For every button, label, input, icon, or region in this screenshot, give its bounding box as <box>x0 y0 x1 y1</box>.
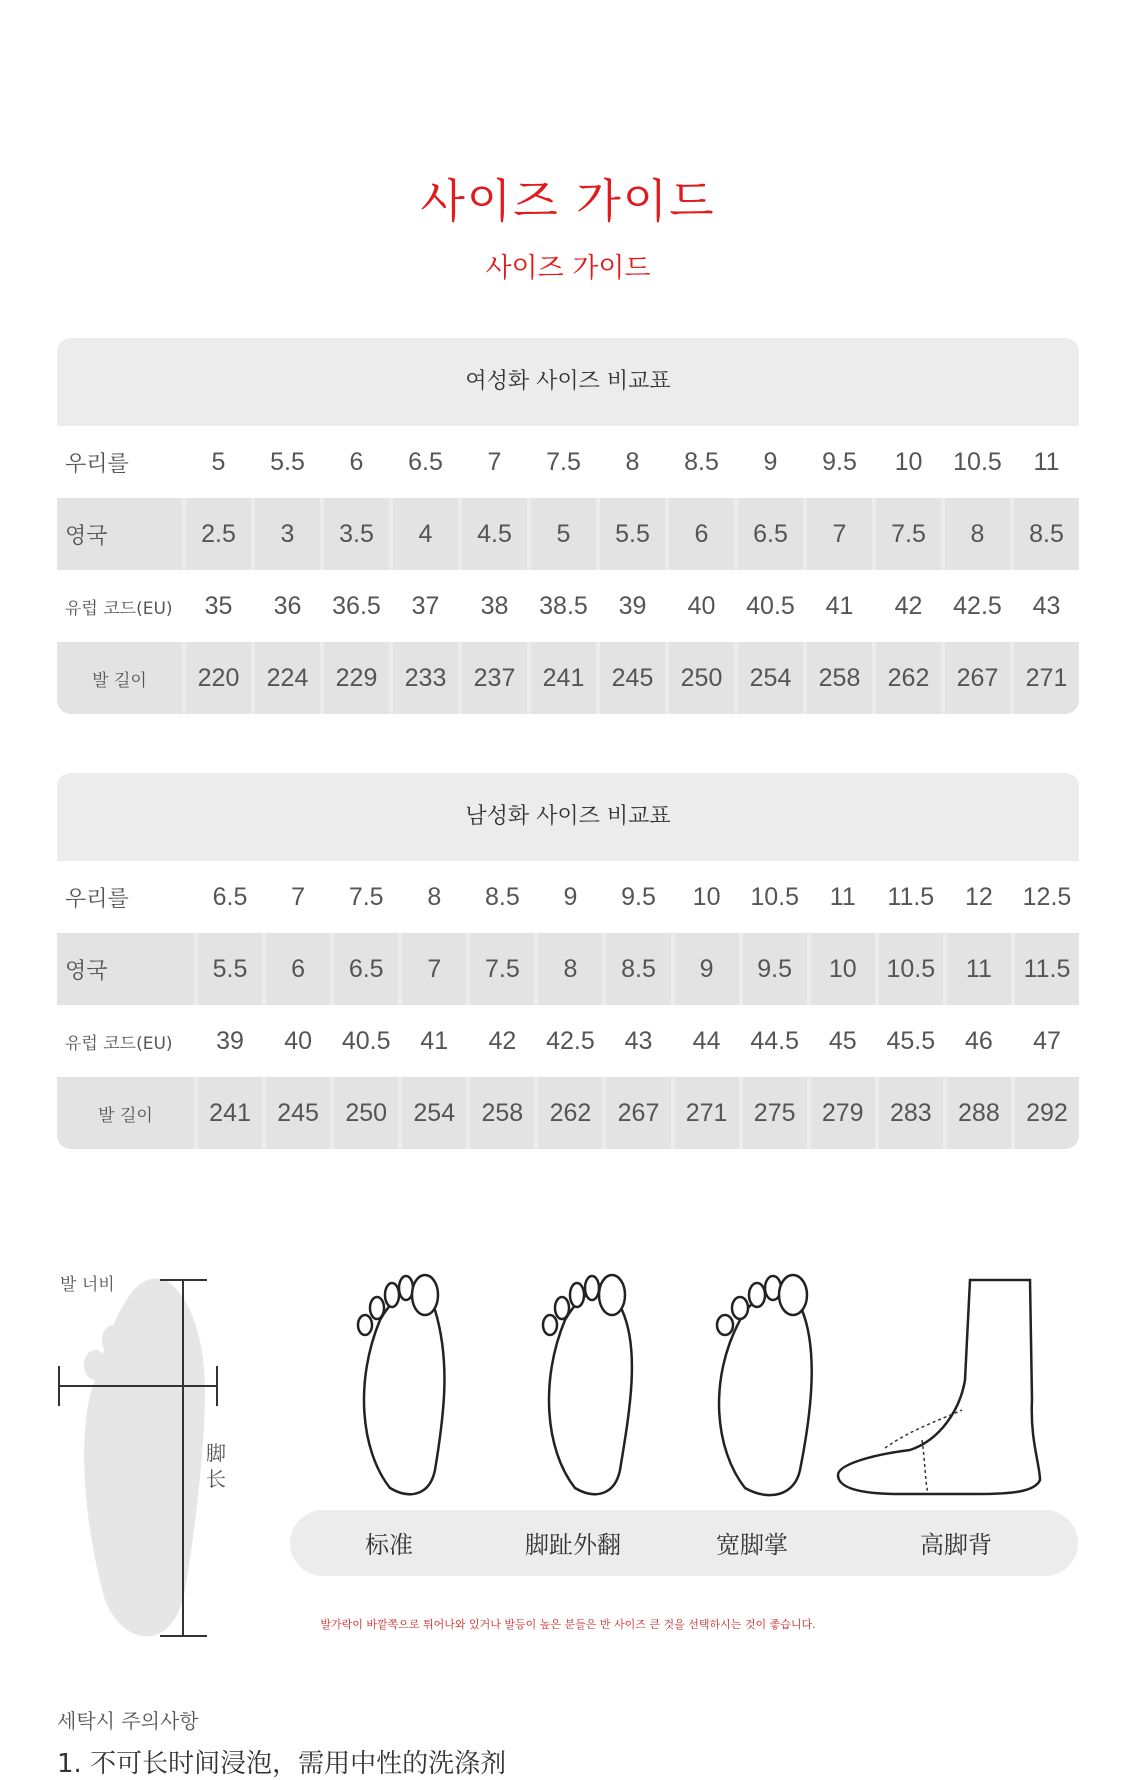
table-cell: 11 <box>811 861 875 933</box>
row-label: 발 길이 <box>57 1077 194 1149</box>
table-cell: 42 <box>876 570 941 642</box>
table-cell: 39 <box>198 1005 262 1077</box>
table-cell: 41 <box>402 1005 466 1077</box>
table-cell: 8.5 <box>669 426 734 498</box>
table-cell: 283 <box>879 1077 943 1149</box>
table-cell: 3 <box>255 498 320 570</box>
table-cell: 275 <box>743 1077 807 1149</box>
table-cell: 267 <box>606 1077 670 1149</box>
foot-width-label: 발 너비 <box>60 1275 115 1295</box>
table-cell: 36.5 <box>324 570 389 642</box>
table-cell: 11.5 <box>1015 933 1079 1005</box>
table-cell: 9 <box>538 861 602 933</box>
table-cell: 10.5 <box>743 861 807 933</box>
table-cell: 5.5 <box>255 426 320 498</box>
table-row <box>57 1005 1079 1077</box>
table-cell: 241 <box>198 1077 262 1149</box>
table-cell: 233 <box>393 642 458 714</box>
table-cell: 36 <box>255 570 320 642</box>
table-cell: 9.5 <box>606 861 670 933</box>
table-cell: 254 <box>738 642 803 714</box>
table-cell: 7 <box>462 426 527 498</box>
table-cell: 241 <box>531 642 596 714</box>
table-cell: 9 <box>675 933 739 1005</box>
table-cell: 38.5 <box>531 570 596 642</box>
row-label: 영국 <box>57 498 182 570</box>
table-cell: 38 <box>462 570 527 642</box>
table-cell: 10.5 <box>945 426 1010 498</box>
table-cell: 6 <box>266 933 330 1005</box>
foot-length-label: 脚长 <box>206 1441 226 1491</box>
table-cell: 11 <box>947 933 1011 1005</box>
table-cell: 271 <box>675 1077 739 1149</box>
table-cell: 12 <box>947 861 1011 933</box>
table-cell: 43 <box>606 1005 670 1077</box>
table-cell: 42.5 <box>945 570 1010 642</box>
table-cell: 7 <box>266 861 330 933</box>
table-cell: 220 <box>186 642 251 714</box>
table-cell: 229 <box>324 642 389 714</box>
table-cell: 6 <box>324 426 389 498</box>
table-cell: 35 <box>186 570 251 642</box>
page-subtitle: 사이즈 가이드 <box>485 253 651 284</box>
table-cell: 47 <box>1015 1005 1079 1077</box>
table-cell: 3.5 <box>324 498 389 570</box>
table-cell: 8 <box>600 426 665 498</box>
table-cell: 10.5 <box>879 933 943 1005</box>
table-cell: 258 <box>470 1077 534 1149</box>
table-cell: 11.5 <box>879 861 943 933</box>
table-cell: 7.5 <box>876 498 941 570</box>
table-cell: 9 <box>738 426 803 498</box>
table-cell: 10 <box>811 933 875 1005</box>
table-cell: 7.5 <box>531 426 596 498</box>
table-cell: 4.5 <box>462 498 527 570</box>
row-label: 우리를 <box>57 426 182 498</box>
table-cell: 254 <box>402 1077 466 1149</box>
table-cell: 40.5 <box>334 1005 398 1077</box>
table-cell: 6.5 <box>334 933 398 1005</box>
table-cell: 250 <box>334 1077 398 1149</box>
table-cell: 250 <box>669 642 734 714</box>
foot-types-illustration <box>340 1270 1100 1500</box>
table-cell: 44 <box>675 1005 739 1077</box>
table-row <box>57 642 1079 714</box>
table-cell: 271 <box>1014 642 1079 714</box>
table-cell: 40 <box>266 1005 330 1077</box>
table-cell: 8 <box>402 861 466 933</box>
row-label: 유럽 코드(EU) <box>57 570 182 642</box>
table-cell: 245 <box>600 642 665 714</box>
table-cell: 258 <box>807 642 872 714</box>
table-cell: 5 <box>186 426 251 498</box>
table-cell: 9.5 <box>807 426 872 498</box>
care-item: 1. 不可长时间浸泡，需用中性的洗涤剂 <box>57 1749 507 1779</box>
row-label: 우리를 <box>57 861 194 933</box>
table-row <box>57 498 1079 570</box>
table-cell: 262 <box>538 1077 602 1149</box>
table-cell: 288 <box>947 1077 1011 1149</box>
row-label: 영국 <box>57 933 194 1005</box>
table-cell: 46 <box>947 1005 1011 1077</box>
table-cell: 262 <box>876 642 941 714</box>
table-cell: 7 <box>402 933 466 1005</box>
table-row <box>57 1077 1079 1149</box>
table-cell: 7.5 <box>470 933 534 1005</box>
row-label: 유럽 코드(EU) <box>57 1005 194 1077</box>
table-cell: 7 <box>807 498 872 570</box>
table-cell: 45 <box>811 1005 875 1077</box>
table-row <box>57 426 1079 498</box>
page-title: 사이즈 가이드 <box>420 174 716 228</box>
foot-type-high-instep: 高脚背 <box>920 1531 992 1559</box>
table-cell: 8 <box>945 498 1010 570</box>
table-cell: 267 <box>945 642 1010 714</box>
size-advice-note: 발가락이 바깥쪽으로 튀어나와 있거나 발등이 높은 분들은 반 사이즈 큰 것을 선택하시는 것이 좋습니다. <box>320 1618 816 1631</box>
table-cell: 11 <box>1014 426 1079 498</box>
table-cell: 9.5 <box>743 933 807 1005</box>
table-cell: 2.5 <box>186 498 251 570</box>
table-cell: 44.5 <box>743 1005 807 1077</box>
table-cell: 5.5 <box>198 933 262 1005</box>
foot-type-wide: 宽脚掌 <box>716 1531 788 1559</box>
table-cell: 40 <box>669 570 734 642</box>
table-cell: 10 <box>675 861 739 933</box>
table-cell: 12.5 <box>1015 861 1079 933</box>
table-row <box>57 933 1079 1005</box>
table-cell: 8.5 <box>606 933 670 1005</box>
table-cell: 245 <box>266 1077 330 1149</box>
table-cell: 45.5 <box>879 1005 943 1077</box>
table-cell: 37 <box>393 570 458 642</box>
table-row <box>57 570 1079 642</box>
table-cell: 42.5 <box>538 1005 602 1077</box>
foot-type-bunion: 脚趾外翻 <box>525 1531 621 1559</box>
men-table-title: 남성화 사이즈 비교표 <box>57 773 1079 861</box>
table-cell: 5.5 <box>600 498 665 570</box>
table-cell: 6.5 <box>738 498 803 570</box>
table-cell: 4 <box>393 498 458 570</box>
table-row <box>57 861 1079 933</box>
table-cell: 10 <box>876 426 941 498</box>
table-cell: 8 <box>538 933 602 1005</box>
foot-type-standard: 标准 <box>365 1531 413 1559</box>
table-cell: 43 <box>1014 570 1079 642</box>
table-cell: 41 <box>807 570 872 642</box>
table-cell: 279 <box>811 1077 875 1149</box>
table-cell: 237 <box>462 642 527 714</box>
care-title: 세탁시 주의사항 <box>57 1709 199 1733</box>
women-table-title: 여성화 사이즈 비교표 <box>57 338 1079 426</box>
women-size-table <box>57 338 1079 714</box>
table-cell: 39 <box>600 570 665 642</box>
table-cell: 6.5 <box>198 861 262 933</box>
table-cell: 6 <box>669 498 734 570</box>
men-size-table <box>57 773 1079 1149</box>
table-cell: 40.5 <box>738 570 803 642</box>
table-cell: 292 <box>1015 1077 1079 1149</box>
table-cell: 5 <box>531 498 596 570</box>
table-cell: 224 <box>255 642 320 714</box>
table-cell: 6.5 <box>393 426 458 498</box>
table-cell: 8.5 <box>470 861 534 933</box>
row-label: 발 길이 <box>57 642 182 714</box>
table-cell: 7.5 <box>334 861 398 933</box>
table-cell: 42 <box>470 1005 534 1077</box>
table-cell: 8.5 <box>1014 498 1079 570</box>
